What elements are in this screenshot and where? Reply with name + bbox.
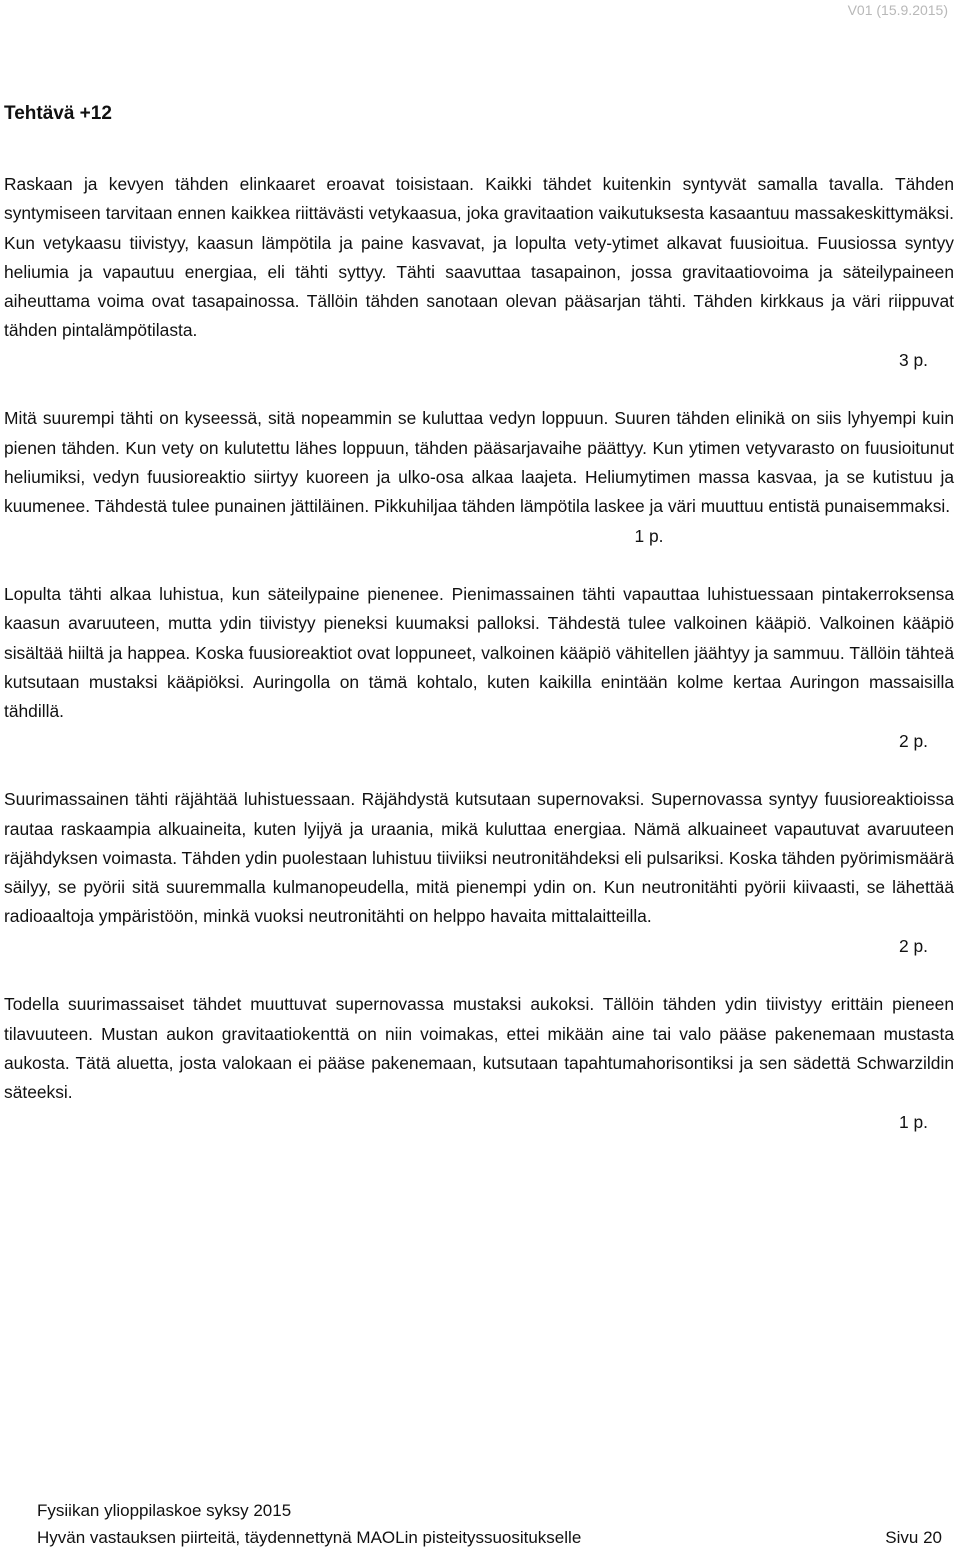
footer-exam-title: Fysiikan ylioppilaskoe syksy 2015: [37, 1501, 292, 1520]
paragraph-text: Suurimassainen tähti räjähtää luhistuessaan. Räjähdystä kutsutaan supernovaksi. Supernovassa syntyy fuusioreaktioissa rautaa raskaampia alkuaineita, kuten lyijyä ja uraania, mikä kuluttaa energiaa. Nämä alkuaineet vapautuvat avaruuteen räjähdyksen voimasta. Tähden ydin puolestaan luhistuu tiiviiksi neutronitähdeksi eli pulsariksi. Koska tähden pyörimismäärä säilyy, se pyörii sitä suuremmalla kulmanopeudella, mitä pienempi ydin on. Kun neutronitähti pyörii kiivaasti, se lähettää radioaaltoja ympäristöön, minkä vuoksi neutronitähti on helppo havaita mittalaitteilla.: [4, 789, 954, 927]
paragraph-text: Mitä suurempi tähti on kyseessä, sitä nopeammin se kuluttaa vedyn loppuun. Suuren tähden elinikä on siis lyhyempi kuin pienen tähden. Kun vety on kulutettu lähes loppuun, tähden pääsarjavaihe päättyy. Kun ytimen vetyvarasto on fuusioitunut heliumiksi, vedyn fuusioreaktio siirtyy kuoreen ja ulko-osa alkaa laajeta. Heliumytimen massa kasvaa, ja se kutistuu ja kuumenee. Tähdestä tulee punainen jättiläinen. Pikkuhiljaa tähden lämpötila laskee ja väri muuttuu entistä punaisemmaksi.: [4, 408, 954, 517]
page-title: Tehtävä +12: [4, 103, 112, 124]
version-label: V01 (15.9.2015): [847, 2, 948, 18]
paragraph-text: Todella suurimassaiset tähdet muuttuvat supernovassa mustaksi aukoksi. Tällöin tähden ydin tiivistyy erittäin pieneen tilavuuteen. Mustan aukon gravitaatiokenttä on niin voimakas, ettei mikään aine tai valo pääse pakenemaan mustasta aukosta. Tätä aluetta, josta valokaan ei pääse pakenemaan, kutsutaan tapahtumahorisontiksi ja sen sädettä Schwarzildin säteeksi.: [4, 994, 954, 1103]
paragraph-4: [4, 785, 954, 961]
footer-description-row: [37, 1528, 942, 1548]
points-label: 3 p.: [898, 349, 928, 370]
points-label: 1 p.: [898, 1111, 928, 1132]
paragraph-5: [4, 990, 954, 1136]
footer-description: Hyvän vastauksen piirteitä, täydennettynä MAOLin pisteityssuositukselle: [37, 1528, 582, 1547]
points-label: 1 p.: [634, 525, 664, 546]
document-body: [4, 170, 954, 1166]
points-label: 2 p.: [898, 935, 928, 956]
paragraph-text: Raskaan ja kevyen tähden elinkaaret eroavat toisistaan. Kaikki tähdet kuitenkin syntyvät samalla tavalla. Tähden syntymiseen tarvitaan ennen kaikkea riittävästi vetykaasua, joka gravitaation vaikutuksesta kasaantuu massakeskittymäksi. Kun vetykaasu tiivistyy, kaasun lämpötila ja paine kasvavat, ja lopulta vety-ytimet alkavat fuusioitua. Fuusiossa syntyy heliumia ja vapautuu energiaa, eli tähti syttyy. Tähti saavuttaa tasapainon, jossa gravitaatiovoima ja säteilypaineen aiheuttama voima ovat tasapainossa. Tällöin tähden sanotaan olevan pääsarjan tähti. Tähden kirkkaus ja väri riippuvat tähden pintalämpötilasta.: [4, 174, 954, 341]
paragraph-2: [4, 404, 954, 550]
page-number: Sivu 20: [885, 1528, 942, 1547]
paragraph-3: [4, 580, 954, 756]
paragraph-1: [4, 170, 954, 375]
points-label: 2 p.: [898, 730, 928, 751]
paragraph-text: Lopulta tähti alkaa luhistua, kun säteilypaine pienenee. Pienimassainen tähti vapauttaa luhistuessaan pintakerroksensa kaasun avaruuteen, mutta ydin tiivistyy pieneksi kuumaksi palloksi. Tähdestä tulee valkoinen kääpiö. Valkoinen kääpiö sisältää hiiltä ja happea. Koska fuusioreaktiot ovat loppuneet, valkoinen kääpiö vähitellen jäähtyy ja sammuu. Tällöin tähteä kutsutaan mustaksi kääpiöksi. Auringolla on tämä kohtalo, kuten kaikilla enintään kolme kertaa Auringon massaisilla tähdillä.: [4, 584, 954, 722]
